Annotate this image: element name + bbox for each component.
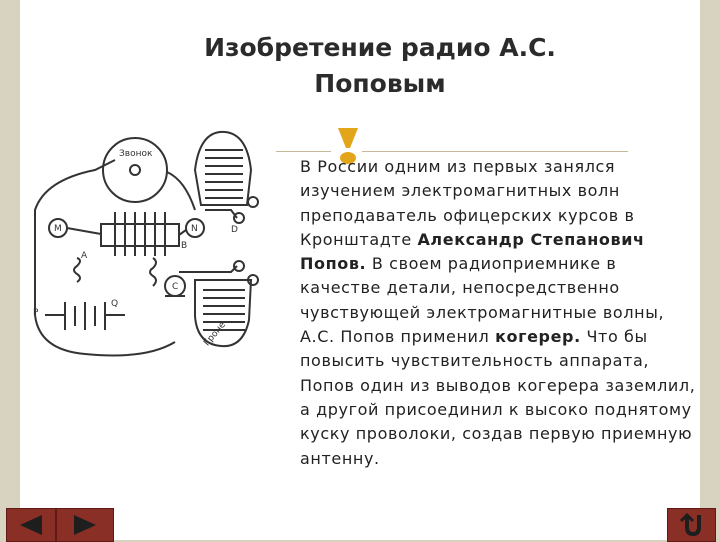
body-bold-name: Александр Степанович Попов. <box>300 229 645 274</box>
return-button[interactable] <box>667 508 716 542</box>
divider-left <box>276 151 331 152</box>
label-a: A <box>81 251 88 261</box>
label-q: Q <box>111 299 119 309</box>
slide-title <box>170 30 590 102</box>
next-slide-button[interactable] <box>56 508 114 542</box>
label-m: M <box>54 224 62 234</box>
body-bold-coherer: когерер. <box>495 327 581 347</box>
label-c: C <box>172 282 179 292</box>
label-n: N <box>191 224 198 234</box>
prev-slide-button[interactable] <box>6 508 56 542</box>
title-line-1: Изобретение радио А.С. <box>204 33 556 62</box>
body-text-1: В России одним из первых занялся изучением электромагнитных волн преподаватель офицерских курсов в Кронштадте <box>300 157 635 249</box>
label-b: B <box>181 241 188 251</box>
bell-label: Звонок <box>119 149 153 159</box>
title-line-2: Поповым <box>314 69 446 98</box>
body-text-2: В своем радиоприемнике в качестве детали, непосредственно чувствующей электромагнитные волны, А.С. Попов применил <box>300 254 665 347</box>
popov-receiver-diagram <box>25 110 271 362</box>
label-rope: Гроне <box>202 320 229 349</box>
body-text-3: Что бы повысить чувствительность аппарата, Попов один из выводов когерера заземлил, а другой присоединил к высоко поднятому куску проволоки, создав первую приемную антенну. <box>300 327 696 468</box>
label-d: D <box>231 225 238 235</box>
return-arrow-icon <box>679 513 705 537</box>
triangle-right-icon <box>72 514 98 536</box>
body-paragraph <box>300 155 700 471</box>
divider-right <box>362 151 628 152</box>
triangle-left-icon <box>18 514 44 536</box>
label-p: P <box>33 308 39 318</box>
